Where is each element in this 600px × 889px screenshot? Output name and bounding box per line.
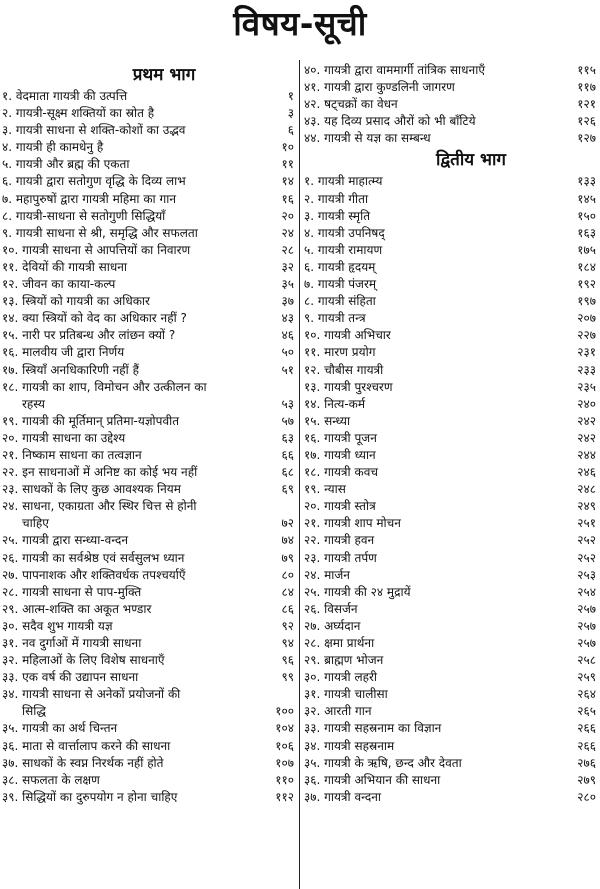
toc-entry xyxy=(0,105,298,122)
toc-entry-page: ११२ xyxy=(275,789,294,804)
toc-entry xyxy=(302,618,600,635)
toc-entry-page: २३५ xyxy=(577,379,596,394)
toc-entry-title-continued: सिद्धि xyxy=(22,704,46,719)
toc-entry-page: १३३ xyxy=(577,174,596,189)
toc-entry-title: २३. गायत्री तर्पण xyxy=(304,550,377,565)
toc-entry-title: ८. गायत्री-साधना से सतोगुणी सिद्धियाँ xyxy=(2,208,166,223)
toc-list-part-two xyxy=(302,173,600,805)
toc-entry-page: १४५ xyxy=(577,191,596,206)
toc-entry xyxy=(302,293,600,310)
toc-entry-page: २६६ xyxy=(577,738,596,753)
toc-entry-title: ४१. गायत्री द्वारा कुण्डलिनी जागरण xyxy=(304,80,455,95)
toc-entry xyxy=(0,413,298,430)
toc-entry xyxy=(0,498,298,532)
toc-entry xyxy=(0,344,298,361)
toc-entry-page: ११ xyxy=(281,157,294,172)
toc-entry-title: १३. स्त्रियों को गायत्री का अधिकार xyxy=(2,294,150,309)
toc-entry-title: ३१. गायत्री चालीसा xyxy=(304,687,388,702)
toc-entry-page: २६५ xyxy=(577,704,596,719)
toc-entry-page: ६८ xyxy=(281,465,294,480)
toc-entry-title: ९. गायत्री तन्त्र xyxy=(304,311,366,326)
toc-entry-title: २१. निष्काम साधना का तत्वज्ञान xyxy=(2,447,142,462)
toc-entry-page: ७९ xyxy=(281,550,294,565)
toc-entry-title: ३४. गायत्री सहस्रनाम xyxy=(304,738,395,753)
toc-entry-page: २४९ xyxy=(577,499,596,514)
toc-entry xyxy=(0,259,298,276)
toc-entry xyxy=(302,259,600,276)
toc-entry xyxy=(0,276,298,293)
toc-entry-title: १३. गायत्री पुरश्चरण xyxy=(304,379,393,394)
toc-entry-title: २१. गायत्री शाप मोचन xyxy=(304,516,401,531)
toc-entry xyxy=(0,789,298,806)
toc-entry-title: ३३. एक वर्ष की उद्यापन साधना xyxy=(2,670,139,685)
toc-entry-page: १०० xyxy=(275,704,294,719)
toc-entry-title: ३५. गायत्री के ऋषि, छन्द और देवता xyxy=(304,755,462,770)
toc-entry xyxy=(302,327,600,344)
toc-entry-page: २४६ xyxy=(577,465,596,480)
toc-entry-title: २. गायत्री-सूक्ष्म शक्तियों का स्रोत है xyxy=(2,106,155,121)
toc-entry-page: ७२ xyxy=(281,516,294,531)
toc-entry-page: १०४ xyxy=(275,721,294,736)
toc-entry-title: ३७. गायत्री वन्दना xyxy=(304,789,381,804)
toc-entry-title: १६. गायत्री पूजन xyxy=(304,430,377,445)
toc-entry-page: २४८ xyxy=(577,482,596,497)
toc-entry-title: ३६. माता से वार्त्तालाप करने की साधना xyxy=(2,738,171,753)
toc-entry-page: २६४ xyxy=(577,687,596,702)
toc-entry-title-continued: रहस्य xyxy=(22,396,45,411)
toc-entry-page: १४ xyxy=(281,174,294,189)
section-heading-part-two: द्वितीय भाग xyxy=(436,150,506,171)
toc-entry xyxy=(0,327,298,344)
toc-entry-title: २४. साधना, एकाग्रता और स्थिर चित्त से होनी xyxy=(2,499,197,514)
toc-list-part-one xyxy=(0,88,298,806)
toc-entry-title: १७. गायत्री ध्यान xyxy=(304,447,376,462)
toc-entry-title: ४. गायत्री ही कामधेनु है xyxy=(2,140,104,155)
toc-entry xyxy=(302,703,600,720)
toc-entry xyxy=(302,635,600,652)
toc-entry xyxy=(0,88,298,105)
toc-entry-page: ३५ xyxy=(281,277,294,292)
toc-entry-title: ३. गायत्री साधना से शक्ति-कोशों का उद्भव xyxy=(2,123,186,138)
toc-entry xyxy=(302,601,600,618)
toc-entry xyxy=(0,584,298,601)
toc-entry-title: ४. गायत्री उपनिषद् xyxy=(304,225,385,240)
toc-entry-title: ३९. सिद्धियों का दुरुपयोग न होना चाहिए xyxy=(2,789,178,804)
toc-entry-title: ४०. गायत्री द्वारा वाममार्गी तांत्रिक साधनाएँ xyxy=(304,63,485,77)
toc-entry-page: ८४ xyxy=(281,584,294,599)
toc-entry-page: २५३ xyxy=(577,567,596,582)
toc-entry-page: २४२ xyxy=(577,430,596,445)
toc-entry-title: २७. अर्घ्यदान xyxy=(304,618,361,633)
toc-entry-title: ११. मारण प्रयोग xyxy=(304,345,376,360)
toc-entry-page: २८ xyxy=(281,242,294,257)
toc-entry xyxy=(302,669,600,686)
toc-entry xyxy=(302,550,600,567)
toc-entry-title: ४३. यह दिव्य प्रसाद औरों को भी बाँटिये xyxy=(304,114,476,129)
toc-entry xyxy=(302,567,600,584)
toc-entry-page: ६३ xyxy=(281,430,294,445)
toc-entry xyxy=(0,481,298,498)
toc-entry-title: ४२. षट्चक्रों का वेधन xyxy=(304,97,398,112)
toc-entry xyxy=(302,79,600,96)
toc-entry-title: ५. गायत्री रामायण xyxy=(304,242,383,257)
toc-entry xyxy=(0,669,298,686)
toc-entry-page: १६ xyxy=(281,191,294,206)
toc-entry xyxy=(0,225,298,242)
toc-entry-title: ९. गायत्री साधना से श्री, समृद्धि और सफलता xyxy=(2,225,198,240)
toc-entry-title: २०. गायत्री स्तोत्र xyxy=(304,499,376,514)
toc-entry-title: ३. गायत्री स्मृति xyxy=(304,208,371,223)
toc-entry-title: २९. ब्राह्मण भोजन xyxy=(304,653,384,668)
toc-entry xyxy=(0,720,298,737)
toc-entry xyxy=(302,62,600,79)
toc-entry-page: २५४ xyxy=(577,584,596,599)
toc-entry xyxy=(302,379,600,396)
toc-entry-page: २५२ xyxy=(577,550,596,565)
toc-entry-title: १७. स्त्रियाँ अनधिकारिणी नहीं हैं xyxy=(2,362,139,377)
toc-entry xyxy=(302,310,600,327)
toc-entry xyxy=(302,396,600,413)
toc-entry-page: ४३ xyxy=(281,311,294,326)
toc-entry-title: २६. विसर्जन xyxy=(304,601,358,616)
toc-entry-page: ७४ xyxy=(281,533,294,548)
toc-entry-page: ६९ xyxy=(281,482,294,497)
toc-entry-title: ३१. नव दुर्गाओं में गायत्री साधना xyxy=(2,636,142,650)
toc-entry-title: १४. क्या स्त्रियों को वेद का अधिकार नहीं ? xyxy=(2,311,187,326)
toc-entry xyxy=(302,362,600,379)
toc-entry-title: ३८. सफलता के लक्षण xyxy=(2,772,100,787)
toc-entry xyxy=(302,498,600,515)
toc-entry-title: २४. मार्जन xyxy=(304,567,350,582)
toc-entry-page: २५८ xyxy=(577,653,596,668)
toc-entry xyxy=(0,242,298,259)
toc-entry-title: २३. साधकों के लिए कुछ आवश्यक नियम xyxy=(2,482,181,497)
toc-entry-page: ३२ xyxy=(281,259,294,274)
toc-entry-title: ३२. आरती गान xyxy=(304,704,372,719)
toc-entry-page: २० xyxy=(281,208,294,223)
toc-entry-page: ९६ xyxy=(281,653,294,668)
toc-entry xyxy=(302,652,600,669)
toc-entry-page: २६६ xyxy=(577,721,596,736)
toc-entry-page: २५९ xyxy=(577,670,596,685)
toc-entry xyxy=(302,413,600,430)
toc-entry-page: २४० xyxy=(577,396,596,411)
toc-entry-page: १२६ xyxy=(577,114,596,129)
toc-entry xyxy=(302,130,600,147)
toc-entry-title: १९. गायत्री की मूर्तिमान् प्रतिमा-यज्ञोपवीत xyxy=(2,413,180,428)
toc-entry-title: ८. गायत्री संहिता xyxy=(304,294,376,309)
toc-entry-title: १२. जीवन का काया-कल्प xyxy=(2,277,116,292)
toc-entry-page: १९७ xyxy=(577,294,596,309)
toc-entry-title: २७. पापनाशक और शक्तिवर्धक तपश्चर्याएँ xyxy=(2,567,186,582)
toc-entry-page: २०७ xyxy=(577,311,596,326)
toc-entry-page: ११५ xyxy=(577,63,596,77)
toc-entry-title: ४४. गायत्री से यज्ञ का सम्बन्ध xyxy=(304,131,431,146)
toc-entry xyxy=(0,738,298,755)
toc-entry-page: २५७ xyxy=(577,601,596,616)
toc-entry-page: २५७ xyxy=(577,618,596,633)
toc-entry-page: २३३ xyxy=(577,362,596,377)
toc-entry-page: ९२ xyxy=(281,618,294,633)
toc-entry xyxy=(302,113,600,130)
toc-entry-title: ५. गायत्री और ब्रह्म की एकता xyxy=(2,157,130,172)
toc-entry-title: ७. महापुरुषों द्वारा गायत्री महिमा का गान xyxy=(2,191,177,206)
toc-entry-title: ३६. गायत्री अभियान की साधना xyxy=(304,772,441,787)
toc-entry xyxy=(0,755,298,772)
toc-entry-title: ३२. महिलाओं के लिए विशेष साधनाएँ xyxy=(2,653,165,668)
toc-entry xyxy=(302,481,600,498)
toc-entry-title: १९. न्यास xyxy=(304,482,346,497)
toc-entry-title: २५. गायत्री की २४ मुद्रायें xyxy=(304,584,411,599)
toc-entry-title: १०. गायत्री अभिचार xyxy=(304,328,391,343)
toc-entry-page: २५२ xyxy=(577,533,596,548)
toc-entry-page: २४ xyxy=(281,225,294,240)
toc-entry-page: २५७ xyxy=(577,636,596,650)
toc-entry-title: १८. गायत्री कवच xyxy=(304,465,378,480)
toc-entry-page: ११७ xyxy=(577,80,596,95)
toc-entry xyxy=(0,601,298,618)
toc-entry-page: २४२ xyxy=(577,413,596,428)
toc-entry xyxy=(0,156,298,173)
toc-entry xyxy=(302,789,600,806)
toc-entry xyxy=(0,772,298,789)
toc-entry-title-continued: चाहिए xyxy=(22,516,49,531)
toc-entry xyxy=(302,584,600,601)
toc-entry xyxy=(302,532,600,549)
toc-list-part-one-continued xyxy=(302,62,600,147)
toc-entry xyxy=(0,139,298,156)
column-divider xyxy=(299,60,300,889)
toc-entry-title: १०. गायत्री साधना से आपत्तियों का निवारण xyxy=(2,242,191,257)
toc-entry xyxy=(302,225,600,242)
toc-entry-title: ३०. सदैव शुभ गायत्री यज्ञ xyxy=(2,618,113,633)
toc-entry xyxy=(302,447,600,464)
toc-entry xyxy=(302,276,600,293)
toc-entry xyxy=(302,755,600,772)
toc-entry xyxy=(0,686,298,720)
toc-entry-title: २. गायत्री गीता xyxy=(304,191,369,206)
toc-entry xyxy=(0,379,298,413)
toc-entry xyxy=(0,310,298,327)
toc-entry xyxy=(0,293,298,310)
toc-entry-title: ६. गायत्री हृदयम् xyxy=(304,259,376,274)
toc-entry-title: १. गायत्री माहात्म्य xyxy=(304,174,383,189)
toc-entry-page: ५३ xyxy=(281,396,294,411)
toc-entry xyxy=(0,464,298,481)
toc-entry-title: २९. आत्म-शक्ति का अकूत भण्डार xyxy=(2,601,152,616)
toc-entry-page: १६३ xyxy=(577,225,596,240)
toc-entry-title: १५. नारी पर प्रतिबन्ध और लांछन क्यों ? xyxy=(2,328,176,343)
toc-entry xyxy=(0,567,298,584)
toc-entry-page: १५० xyxy=(577,208,596,223)
toc-entry-page: १ xyxy=(287,89,294,103)
page-title: विषय-सूची xyxy=(233,4,367,43)
toc-entry xyxy=(0,208,298,225)
toc-entry-page: ४६ xyxy=(281,328,294,343)
toc-entry xyxy=(302,191,600,208)
toc-entry xyxy=(302,515,600,532)
toc-entry-title: ३७. साधकों के स्वप्न निरर्थक नहीं होते xyxy=(2,755,164,770)
toc-entry xyxy=(0,173,298,190)
toc-entry-title: १८. गायत्री का शाप, विमोचन और उत्कीलन का xyxy=(2,379,207,394)
toc-entry-page: ५० xyxy=(281,345,294,360)
toc-entry xyxy=(0,122,298,139)
toc-entry xyxy=(0,618,298,635)
toc-entry-page: २३१ xyxy=(577,345,596,360)
toc-entry-page: ८० xyxy=(281,567,294,582)
section-heading-part-one: प्रथम भाग xyxy=(132,65,196,85)
toc-entry xyxy=(302,344,600,361)
toc-entry-title: ११. देवियों की गायत्री साधना xyxy=(2,259,128,274)
toc-entry-page: १७५ xyxy=(577,242,596,257)
toc-entry xyxy=(302,464,600,481)
toc-entry-page: ११० xyxy=(275,772,294,787)
toc-entry-page: ८६ xyxy=(281,601,294,616)
toc-entry xyxy=(0,652,298,669)
toc-entry-page: ९४ xyxy=(281,636,294,650)
toc-entry-title: २५. गायत्री द्वारा सन्ध्या-वन्दन xyxy=(2,533,129,548)
toc-entry-page: १८४ xyxy=(577,259,596,274)
toc-entry-title: ३३. गायत्री सहस्रनाम का विज्ञान xyxy=(304,721,442,736)
toc-entry-title: २०. गायत्री साधना का उद्देश्य xyxy=(2,430,126,445)
toc-entry-page: १०७ xyxy=(275,755,294,770)
toc-entry xyxy=(302,242,600,259)
left-column xyxy=(0,62,298,806)
toc-entry xyxy=(0,430,298,447)
toc-entry-page: २४४ xyxy=(577,447,596,462)
toc-entry-page: १२७ xyxy=(577,131,596,146)
toc-entry-page: १०६ xyxy=(275,738,294,753)
toc-entry-title: २६. गायत्री का सर्वश्रेष्ठ एवं सर्वसुलभ ध्यान xyxy=(2,550,185,565)
toc-entry-page: २७९ xyxy=(577,772,596,787)
toc-entry xyxy=(0,447,298,464)
toc-entry xyxy=(302,738,600,755)
toc-entry-page: ९९ xyxy=(281,670,294,685)
toc-entry-page: ६ xyxy=(287,123,294,138)
toc-entry-title: ३०. गायत्री लहरी xyxy=(304,670,378,685)
toc-entry-title: १६. मालवीय जी द्वारा निर्णय xyxy=(2,345,125,360)
toc-entry-title: १४. नित्य-कर्म xyxy=(304,396,366,411)
toc-entry xyxy=(302,208,600,225)
toc-entry xyxy=(302,96,600,113)
toc-entry xyxy=(302,430,600,447)
toc-entry-page: १० xyxy=(281,140,294,155)
toc-entry-title: ३५. गायत्री का अर्थ चिन्तन xyxy=(2,721,118,736)
toc-entry-title: २२. इन साधनाओं में अनिष्ट का कोई भय नहीं xyxy=(2,465,198,480)
toc-entry-title: १२. चौबीस गायत्री xyxy=(304,362,384,377)
toc-entry xyxy=(0,362,298,379)
toc-entry-page: २७६ xyxy=(577,755,596,770)
toc-entry-title: २२. गायत्री हवन xyxy=(304,533,375,548)
toc-entry xyxy=(302,772,600,789)
toc-entry-title: ३४. गायत्री साधना से अनेकों प्रयोजनों की xyxy=(2,687,181,702)
toc-entry xyxy=(0,550,298,567)
toc-entry-page: २८० xyxy=(577,789,596,804)
toc-entry-page: ३ xyxy=(287,106,294,121)
toc-entry xyxy=(302,173,600,190)
toc-entry-page: ३७ xyxy=(281,294,294,309)
toc-entry-page: ६६ xyxy=(281,447,294,462)
toc-entry xyxy=(0,635,298,652)
toc-entry-title: १५. सन्ध्या xyxy=(304,413,351,428)
toc-entry-page: १९२ xyxy=(577,277,596,292)
toc-entry xyxy=(302,720,600,737)
toc-entry xyxy=(0,532,298,549)
toc-entry-page: २५१ xyxy=(577,516,596,531)
toc-entry-title: ६. गायत्री द्वारा सतोगुण वृद्धि के दिव्य लाभ xyxy=(2,174,186,189)
toc-entry xyxy=(302,686,600,703)
toc-entry-title: ७. गायत्री पंजरम् xyxy=(304,277,377,292)
toc-entry-title: २८. गायत्री साधना से पाप-मुक्ति xyxy=(2,584,142,599)
toc-entry-page: ५१ xyxy=(281,362,294,377)
toc-entry-title: २८. क्षमा प्रार्थना xyxy=(304,636,375,650)
right-column xyxy=(302,62,600,806)
toc-entry-page: १२१ xyxy=(577,97,596,112)
toc-entry xyxy=(0,191,298,208)
toc-entry-title: १. वेदमाता गायत्री की उत्पत्ति xyxy=(2,89,128,103)
toc-entry-page: ५७ xyxy=(281,413,294,428)
toc-entry-page: २२७ xyxy=(577,328,596,343)
